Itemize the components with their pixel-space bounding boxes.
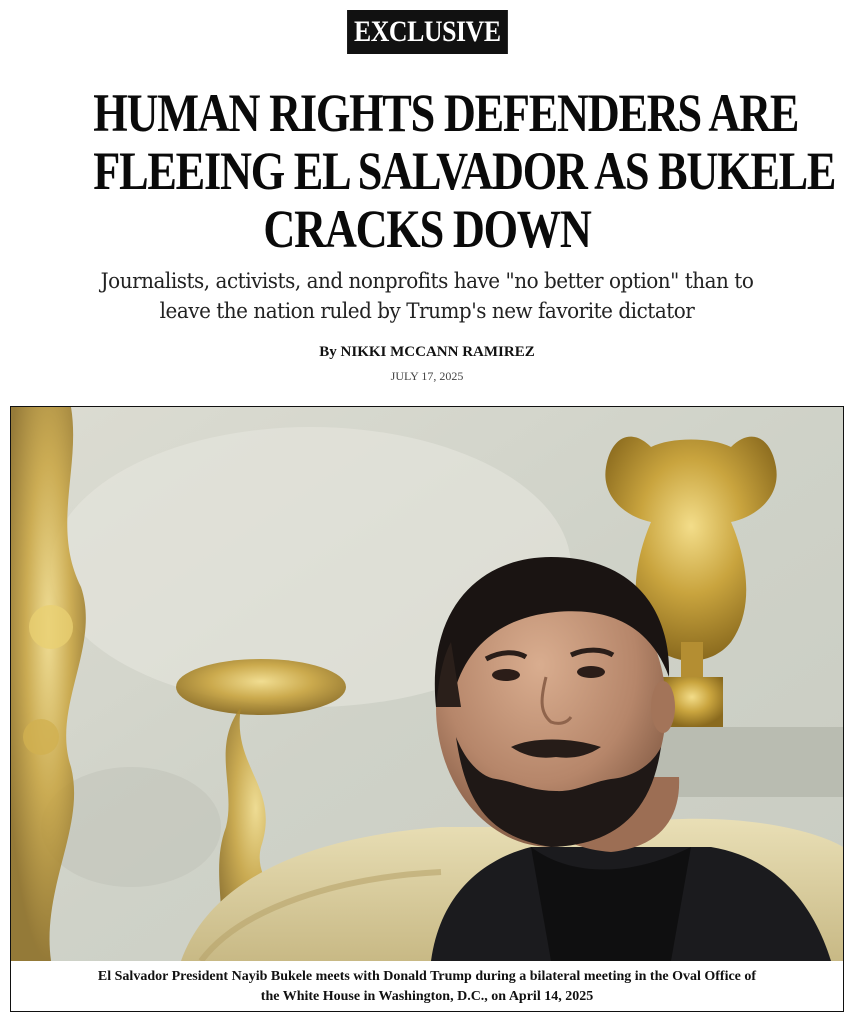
exclusive-badge: EXCLUSIVE <box>347 10 507 54</box>
article-dek <box>40 266 814 326</box>
lead-photo[interactable] <box>11 407 843 961</box>
badge-wrapper <box>0 10 854 54</box>
dek-line-1: Journalists, activists, and nonprofits have "no better option" than to <box>100 269 754 293</box>
article-headline <box>20 84 834 258</box>
caption-line-2: the White House in Washington, D.C., on April 14, 2025 <box>260 989 594 1004</box>
byline[interactable]: By NIKKI MCCANN RAMIREZ <box>319 344 535 360</box>
headline-line-3: CRACKS DOWN <box>263 199 591 259</box>
lead-photo-figure <box>10 406 844 1012</box>
headline-line-1: HUMAN RIGHTS DEFENDERS ARE <box>93 83 799 143</box>
publish-date: JULY 17, 2025 <box>390 369 464 383</box>
caption-line-1: El Salvador President Nayib Bukele meets with Donald Trump during a bilateral meeting in the Oval Office of <box>97 969 757 984</box>
dek-line-2: leave the nation ruled by Trump's new favorite dictator <box>159 299 695 323</box>
photo-caption <box>11 963 843 1011</box>
headline-line-2: FLEEING EL SALVADOR AS BUKELE <box>93 141 836 201</box>
